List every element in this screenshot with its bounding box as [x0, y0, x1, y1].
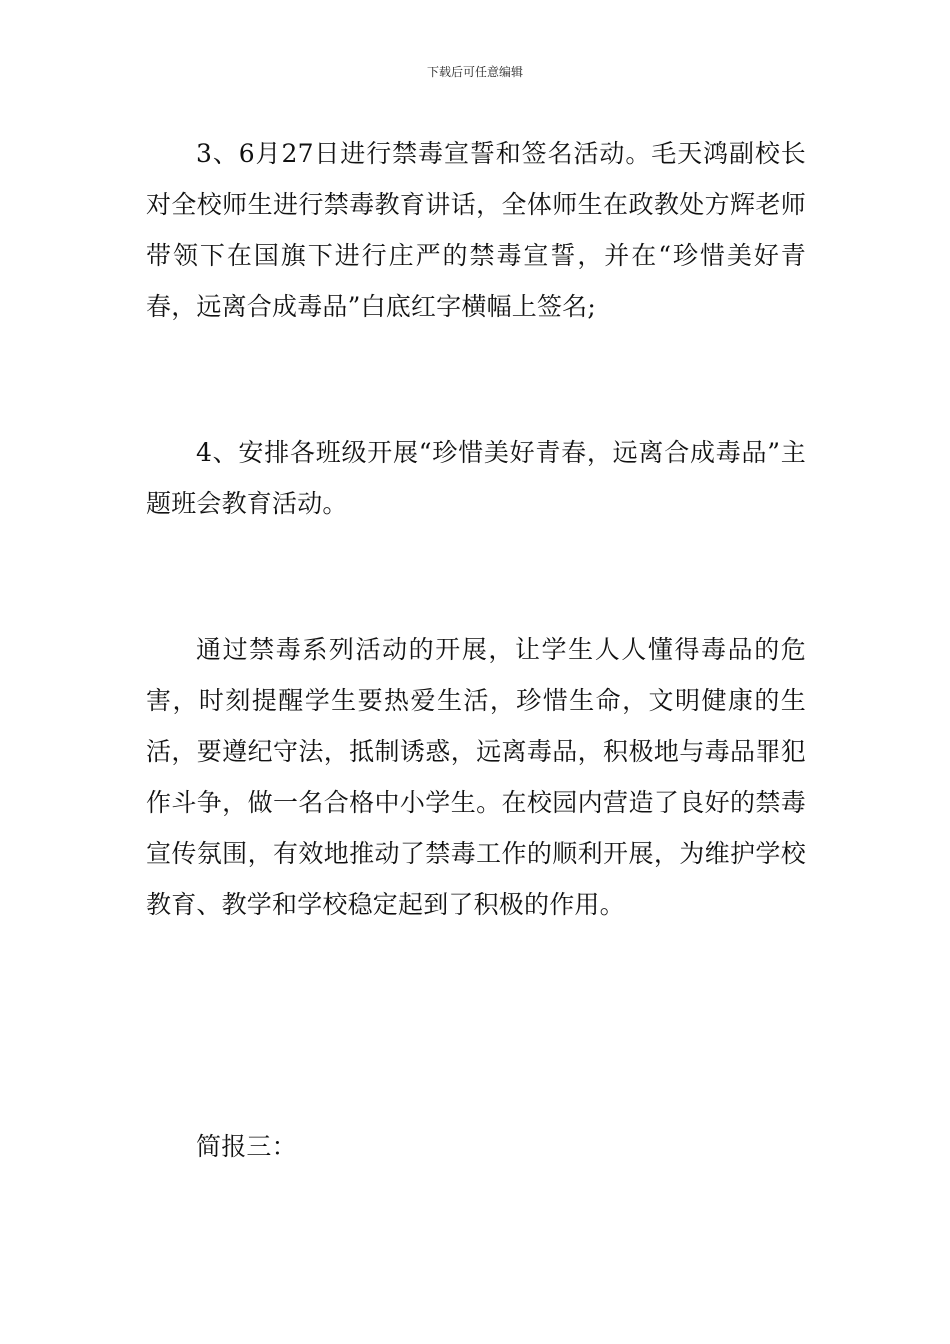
section-heading-brief-three: 简报三： [196, 1132, 297, 1161]
page-header: 下载后可任意编辑 [426, 65, 523, 79]
paragraph-class-meeting: 4、安排各班级开展“珍惜美好青春，远离合成毒品”主题班会教育活动。 [146, 438, 806, 518]
paragraph-summary: 通过禁毒系列活动的开展，让学生人人懂得毒品的危害，时刻提醒学生要热爱生活，珍惜生命，文明健康的生活，要遵纪守法，抵制诱惑，远离毒品，积极地与毒品罪犯作斗争，做一名合格中小学生。在校园内营造了良好的禁毒宣传氛围，有效地推动了禁毒工作的顺利开展，为维护学校教育、教学和学校稳定起到了积极的作用。 [146, 635, 806, 919]
paragraph-signing-activity: 3、6月27日进行禁毒宣誓和签名活动。毛天鸿副校长对全校师生进行禁毒教育讲话，全体师生在政教处方辉老师带领下在国旗下进行庄严的禁毒宣誓，并在“珍惜美好青春，远离合成毒品”白底红字横幅上签名; [146, 139, 806, 321]
